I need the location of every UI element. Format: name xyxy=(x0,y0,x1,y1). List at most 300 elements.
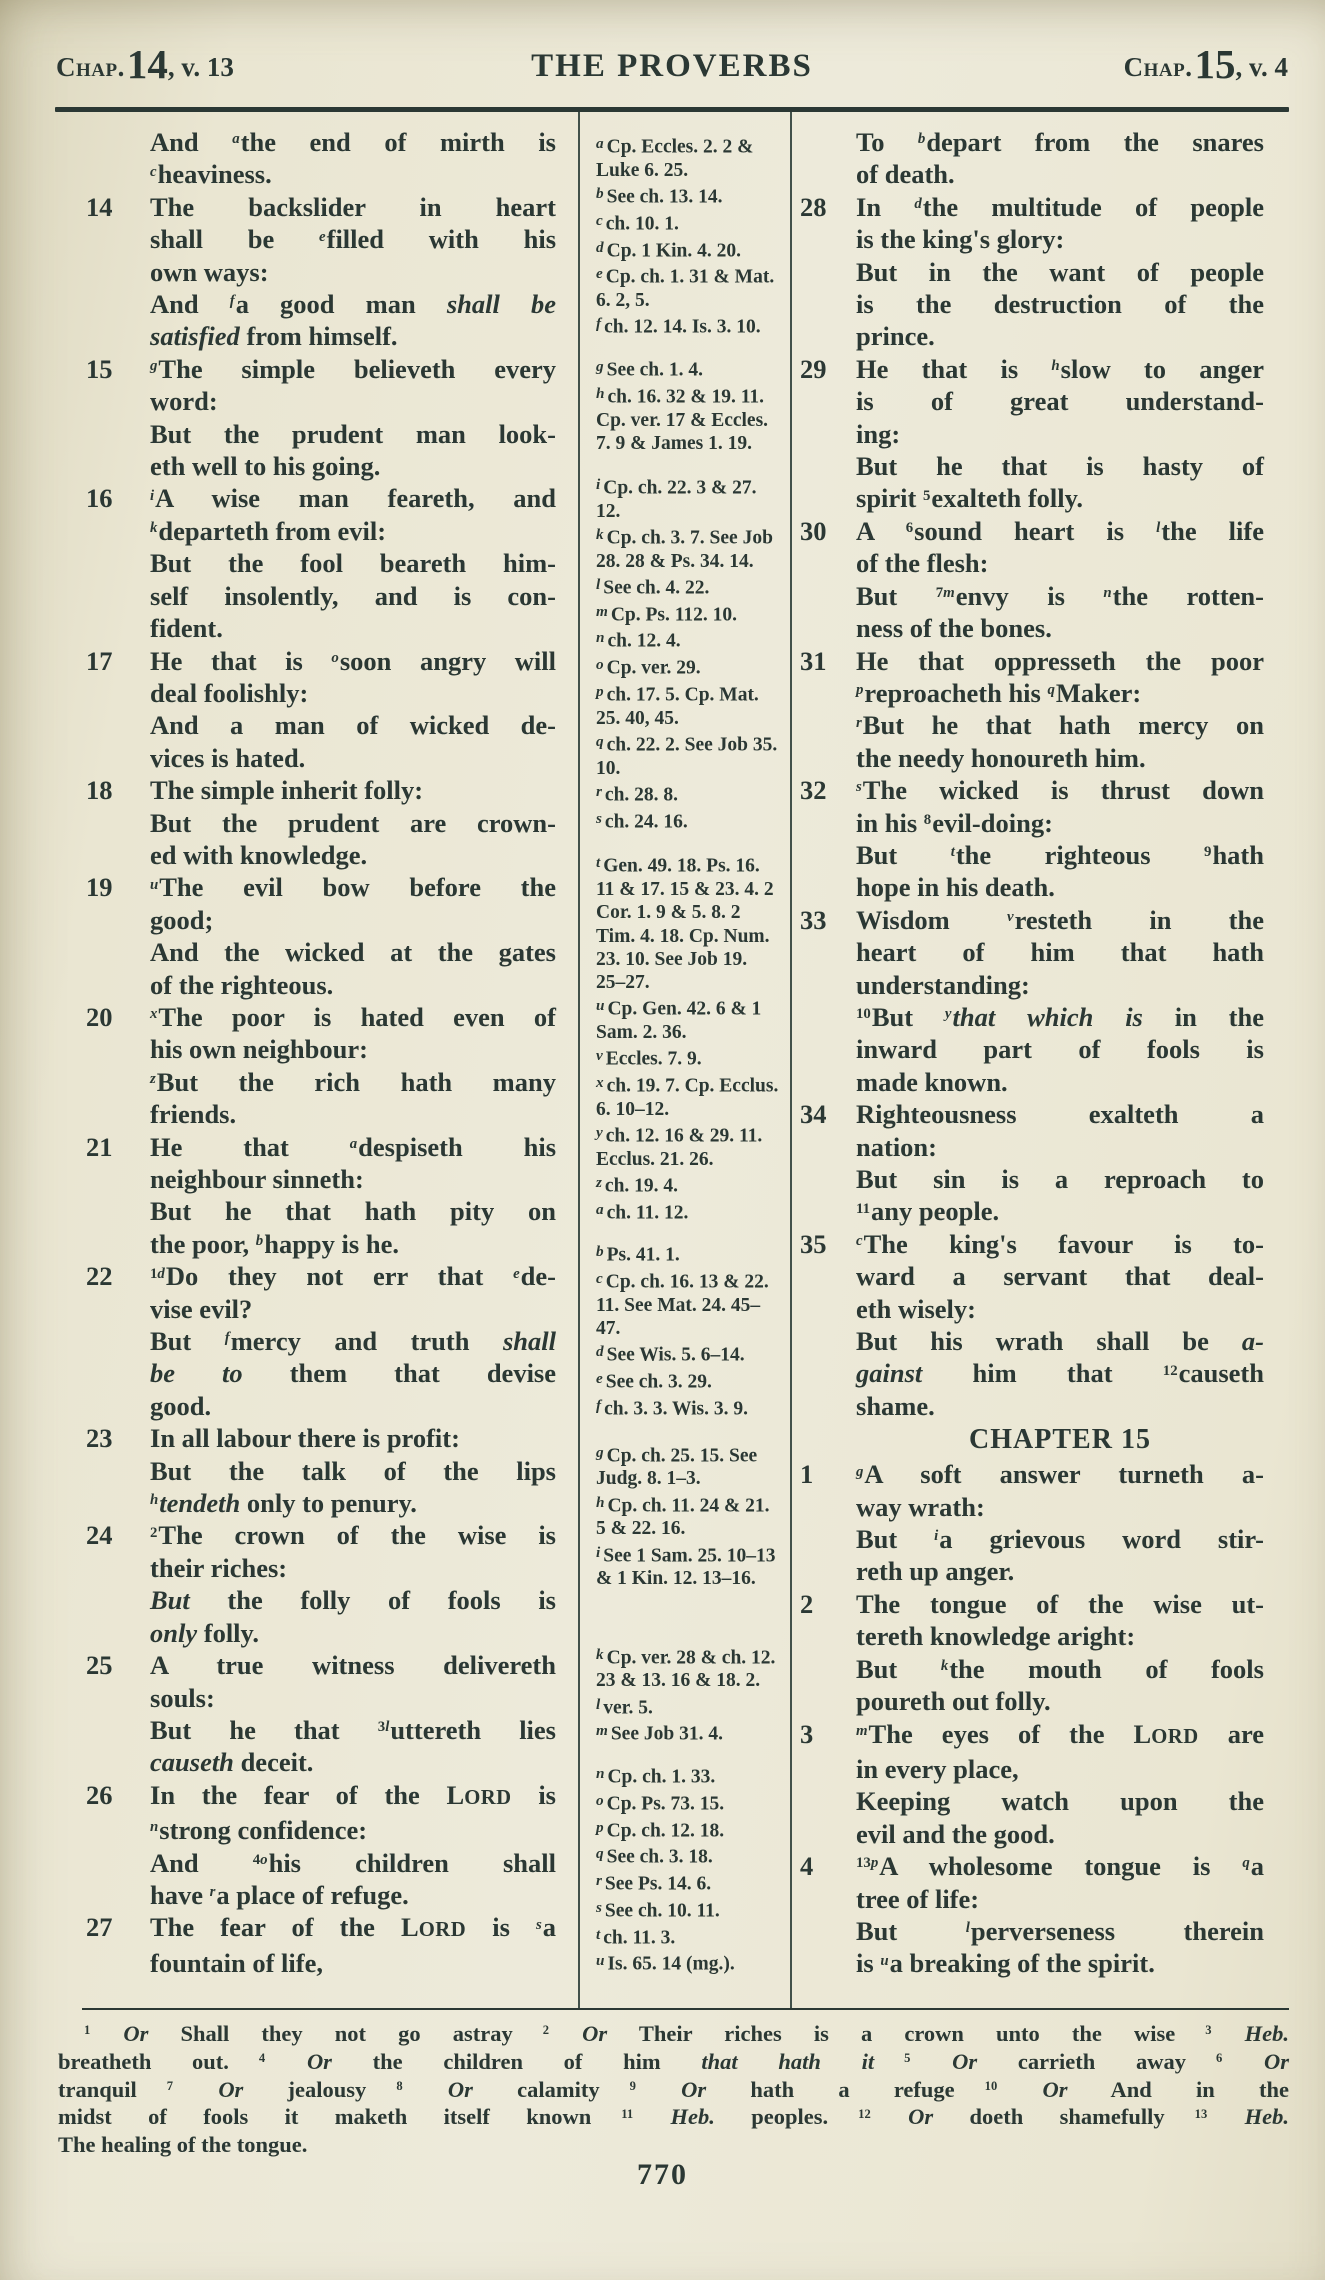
reference-mark: g xyxy=(150,358,158,375)
verse xyxy=(800,515,1264,645)
reference-letter: m xyxy=(596,1722,608,1740)
column-divider-left xyxy=(578,112,580,2008)
verse-line: $^k$departeth from evil: xyxy=(150,515,387,546)
cross-reference: $^o$ Cp. ver. 29. xyxy=(596,656,701,679)
verse xyxy=(150,126,556,191)
cross-reference: $^q$ ch. 22. 2. See Job 35. 10. xyxy=(596,732,778,779)
verse-line: Keeping watch upon the xyxy=(856,1786,1264,1817)
reference-mark: b xyxy=(255,1233,264,1250)
reference-letter: t xyxy=(596,1925,601,1943)
verse xyxy=(86,1001,556,1131)
verse xyxy=(86,1131,557,1261)
column-divider-right xyxy=(790,112,792,2008)
reference-mark: 10 xyxy=(984,2079,998,2094)
verse-number: 33 xyxy=(800,904,827,935)
cross-reference: $^h$ ch. 16. 32 & 19. 11. Cp. ver. 17 & Eccles. 7. 9 & James 1. 19. xyxy=(596,384,769,454)
reference-mark: m xyxy=(856,1722,868,1739)
cross-reference: $^a$ ch. 11. 12. xyxy=(596,1200,689,1224)
verse-line: $^r$But he that hath mercy on xyxy=(856,710,1264,741)
reference-letter: h xyxy=(596,1493,605,1511)
reference-letter: m xyxy=(596,602,608,620)
verse-number: 19 xyxy=(86,872,113,903)
reference-mark: p xyxy=(856,682,864,699)
cross-reference: $^h$ Cp. ch. 11. 24 & 21. 5 & 22. 16. xyxy=(596,1493,770,1540)
verse-line: tereth knowledge aright: xyxy=(856,1621,1136,1652)
verse-line: of the righteous. xyxy=(150,969,334,1000)
reference-group xyxy=(596,1441,780,1591)
verse-line: prince. xyxy=(856,321,935,352)
verse-line: souls: xyxy=(150,1682,215,1713)
footnote-line: midst of fools it maketh itself known $^{11}$ Heb. peoples. $^{12}$ Or doeth shamefully $^{13}$ Heb. xyxy=(58,2104,1290,2130)
reference-group xyxy=(596,132,780,339)
verse-line: 17 He that is $^o$soon angry will xyxy=(86,645,556,676)
cross-reference: $^m$ See Job 31. 4. xyxy=(596,1722,723,1745)
reference-mark: y xyxy=(944,1006,952,1023)
verse-line: But he that hath pity on xyxy=(150,1196,556,1227)
reference-letter: u xyxy=(596,997,605,1015)
reference-mark: f xyxy=(224,1330,230,1347)
reference-letter: b xyxy=(596,184,604,202)
verse-line: But he that $^{3l}$uttereth lies xyxy=(150,1714,556,1745)
verse xyxy=(86,1519,556,1649)
verse-number: 23 xyxy=(86,1423,113,1454)
verse-line: 20 $^x$The poor is hated even of xyxy=(86,1001,556,1032)
verse-line: But $^l$perverseness therein xyxy=(856,1915,1264,1946)
cross-reference: $^q$ See ch. 3. 18. xyxy=(596,1845,713,1868)
reference-mark: 13p xyxy=(856,1855,879,1872)
cross-reference: $^e$ See ch. 3. 29. xyxy=(596,1370,712,1393)
verse-line: 26 In the fear of the LORD is xyxy=(86,1779,556,1810)
verse-line: is $^u$a breaking of the spirit. xyxy=(856,1948,1155,1979)
verse xyxy=(86,645,556,775)
verse-line: deal foolishly: xyxy=(150,677,309,708)
reference-mark: 5 xyxy=(904,2051,911,2066)
verse xyxy=(800,1850,1264,1980)
verse-line: way wrath: xyxy=(856,1491,985,1522)
verse-line: is the destruction of the xyxy=(856,289,1264,320)
verse-line: ed with knowledge. xyxy=(150,839,368,870)
reference-mark: u xyxy=(880,1952,889,1969)
verse-line: the needy honoureth him. xyxy=(856,742,1146,773)
verse-line: fident. xyxy=(150,613,223,644)
cross-reference: $^o$ Cp. Ps. 73. 15. xyxy=(596,1791,725,1815)
reference-letter: r xyxy=(596,1872,602,1890)
cross-reference: $^f$ ch. 12. 14. Is. 3. 10. xyxy=(596,315,761,338)
reference-letter: p xyxy=(596,1818,604,1836)
verse-number: 31 xyxy=(800,645,827,676)
verse-line: 21 He that $^a$despiseth his xyxy=(86,1131,557,1162)
chap-number: 14 xyxy=(126,41,168,87)
cross-reference: $^c$ ch. 10. 1. xyxy=(596,211,679,235)
verse xyxy=(86,1260,557,1422)
header-rule xyxy=(55,107,1289,112)
verse-line: good. xyxy=(150,1390,212,1421)
verse-line: self insolently, and is con- xyxy=(150,580,556,611)
reference-letter: k xyxy=(596,525,604,543)
verse-line: $^c$heaviness. xyxy=(150,159,272,190)
reference-letter: q xyxy=(596,1845,604,1863)
verse-line: shame. xyxy=(856,1390,935,1421)
verse xyxy=(86,774,556,871)
verse-line: And the wicked at the gates xyxy=(150,937,556,968)
verse-line: 18 The simple inherit folly: xyxy=(86,775,424,806)
reference-letter: h xyxy=(596,384,605,402)
verse xyxy=(86,1911,556,1979)
verse-number: 20 xyxy=(86,1001,113,1032)
reference-letter: n xyxy=(596,1765,605,1783)
reference-letter: f xyxy=(596,1396,602,1414)
verse-line: But sin is a reproach to xyxy=(856,1164,1264,1194)
cross-reference: $^r$ ch. 28. 8. xyxy=(596,782,679,806)
reference-letter: l xyxy=(596,1695,601,1713)
reference-letter: x xyxy=(596,1073,604,1091)
reference-letter: u xyxy=(596,1952,605,1970)
reference-mark: r xyxy=(856,714,862,731)
reference-mark: 8 xyxy=(923,811,932,828)
verse-line: fountain of life, xyxy=(150,1947,323,1978)
verse-line: in every place, xyxy=(856,1753,1019,1784)
reference-letter: t xyxy=(596,854,601,872)
cross-reference-column xyxy=(596,132,780,1976)
verse-line: inward part of fools is xyxy=(856,1034,1264,1065)
reference-mark: q xyxy=(1242,1855,1250,1872)
verse xyxy=(800,774,1264,904)
cross-reference: $^m$ Cp. Ps. 112. 10. xyxy=(596,602,738,626)
reference-mark: 1d xyxy=(150,1265,165,1282)
verse-line: poureth out folly. xyxy=(856,1686,1051,1717)
verse-line: the poor, $^b$happy is he. xyxy=(150,1228,399,1259)
reference-mark: 6 xyxy=(1216,2051,1223,2066)
verse-line: 3 $^m$The eyes of the LORD are xyxy=(800,1718,1265,1749)
reference-mark: l xyxy=(965,1920,970,1937)
footnote-rule xyxy=(82,2008,1289,2010)
reference-mark: 11 xyxy=(621,2106,634,2121)
reference-mark: 12 xyxy=(858,2106,871,2121)
verse-line: made known. xyxy=(856,1066,1008,1097)
reference-mark: u xyxy=(150,876,159,893)
verse-line: 2 The tongue of the wise ut- xyxy=(800,1588,1264,1619)
cross-reference: $^s$ See ch. 10. 11. xyxy=(596,1898,720,1922)
verse-line: eth well to his going. xyxy=(150,451,381,482)
reference-letter: i xyxy=(596,475,601,493)
reference-letter: a xyxy=(596,135,604,152)
verse-number: 22 xyxy=(86,1261,113,1292)
verse-line: But the prudent man look- xyxy=(150,418,556,449)
cross-reference: $^f$ ch. 3. 3. Wis. 3. 9. xyxy=(596,1396,749,1420)
verse-number: 35 xyxy=(800,1228,827,1259)
verse-line: 14 The backslider in heart xyxy=(86,191,556,222)
verse-line: 19 $^u$The evil bow before the xyxy=(86,872,556,903)
verse-number: 29 xyxy=(800,353,827,384)
verse-number: 1 xyxy=(800,1459,814,1490)
cross-reference: $^k$ Cp. ver. 28 & ch. 12. 23 & 13. 16 & 18. 2. xyxy=(596,1645,776,1692)
reference-mark: 9 xyxy=(629,2079,636,2094)
verse xyxy=(856,126,1264,191)
verse-line: 34 Righteousness exalteth a xyxy=(800,1099,1264,1130)
reference-mark: 3l xyxy=(377,1719,390,1736)
verse xyxy=(86,191,557,353)
cross-reference: $^p$ ch. 17. 5. Cp. Mat. 25. 40, 45. xyxy=(596,682,759,729)
cross-reference: $^l$ ver. 5. xyxy=(596,1695,653,1719)
verse-line: But the talk of the lips xyxy=(150,1455,556,1486)
reference-mark: 7 xyxy=(166,2079,174,2094)
cross-reference: $^l$ See ch. 4. 22. xyxy=(596,575,710,599)
verse-line: causeth deceit. xyxy=(150,1747,314,1778)
cross-reference: $^d$ Cp. 1 Kin. 4. 20. xyxy=(596,238,741,262)
reference-letter: s xyxy=(596,1898,602,1916)
footnote-line: breatheth out. $^4$ Or the children of him that hath it $^5$ Or carrieth away $^6$ Or xyxy=(58,2048,1290,2074)
reference-mark: 2 xyxy=(542,2023,550,2038)
verse-line: his own neighbour: xyxy=(150,1034,368,1065)
cross-reference: $^d$ See Wis. 5. 6–14. xyxy=(596,1343,745,1366)
reference-mark: z xyxy=(150,1071,156,1088)
page-title: THE PROVERBS xyxy=(531,48,813,84)
verse-line: their riches: xyxy=(150,1552,288,1583)
verse-line: evil and the good. xyxy=(856,1818,1055,1849)
verse-number: 26 xyxy=(86,1779,113,1810)
reference-letter: b xyxy=(596,1243,604,1261)
reference-letter: y xyxy=(596,1123,603,1141)
verse-line: heart of him that hath xyxy=(856,937,1264,968)
cross-reference: $^k$ Cp. ch. 3. 7. See Job 28. 28 & Ps. 34. 14. xyxy=(596,525,773,572)
reference-letter: k xyxy=(596,1645,604,1663)
verse xyxy=(800,1718,1265,1851)
cross-reference: $^x$ ch. 19. 7. Cp. Ecclus. 6. 10–12. xyxy=(596,1073,779,1120)
reference-mark: c xyxy=(856,1233,863,1250)
verse-line: But $^t$the righteous $^9$hath xyxy=(856,839,1264,870)
reference-mark: s xyxy=(856,779,862,796)
verse-line: But $^k$the mouth of fools xyxy=(856,1653,1264,1684)
verse-line: But the fool beareth him- xyxy=(150,548,556,579)
verse xyxy=(800,1098,1264,1228)
verse-line: But $^{7m}$envy is $^n$the rotten- xyxy=(856,580,1264,611)
reference-mark: 4 xyxy=(258,2051,266,2066)
verse-line: ness of the bones. xyxy=(856,613,1052,644)
verse xyxy=(800,904,1264,1098)
left-text-column xyxy=(86,126,557,1979)
verse-line: 23 In all labour there is profit: xyxy=(86,1423,460,1454)
cross-reference: $^t$ Gen. 49. 18. Ps. 16. 11 & 17. 15 & 23. 4. 2 Cor. 1. 9 & 5. 8. 2 Tim. 4. 18. Cp. Num. 23. 10. See Job 19. 25–27. xyxy=(596,854,774,993)
verse-number: 18 xyxy=(86,775,113,806)
cross-reference: $^b$ Ps. 41. 1. xyxy=(596,1243,680,1266)
verse-line: And $^f$a good man shall be xyxy=(150,289,556,320)
reference-letter: f xyxy=(596,315,602,333)
reference-mark: d xyxy=(914,196,922,213)
reference-mark: o xyxy=(331,649,339,666)
reference-mark: 1 xyxy=(84,2023,91,2038)
cross-reference: $^n$ Cp. ch. 1. 33. xyxy=(596,1765,716,1788)
verse xyxy=(86,1422,556,1519)
verse-number: 32 xyxy=(800,775,827,806)
reference-mark: 6 xyxy=(905,520,914,537)
verse-line: 25 A true witness delivereth xyxy=(86,1650,556,1681)
cross-reference: $^r$ See Ps. 14. 6. xyxy=(596,1872,712,1895)
reference-letter: e xyxy=(596,265,603,283)
verse-line: And $^{4o}$his children shall xyxy=(150,1847,556,1878)
verse-number: 15 xyxy=(86,353,113,384)
reference-mark: a xyxy=(232,131,240,148)
verse-number: 30 xyxy=(800,515,827,546)
verse xyxy=(86,1649,556,1779)
reference-letter: d xyxy=(596,1343,604,1361)
reference-letter: g xyxy=(596,1443,604,1461)
reference-letter: e xyxy=(596,1370,603,1388)
chap-number: 15 xyxy=(1194,41,1236,87)
verse-line: $^{11}$any people. xyxy=(856,1196,1000,1227)
reference-mark: h xyxy=(150,1492,159,1509)
verse-line: own ways: xyxy=(150,256,269,287)
right-text-column xyxy=(800,126,1265,1980)
verse-line: vices is hated. xyxy=(150,742,306,773)
verse-line: But his wrath shall be a- xyxy=(856,1326,1264,1357)
cross-reference: $^a$ Cp. Eccles. 2. 2 & Luke 6. 25. xyxy=(596,135,754,181)
reference-mark: 13 xyxy=(1194,2106,1208,2121)
reference-letter: i xyxy=(596,1543,601,1561)
verse-ref: , v. 4 xyxy=(1235,52,1288,82)
cross-reference: $^u$ Is. 65. 14 (mg.). xyxy=(596,1952,735,1975)
verse xyxy=(86,1779,556,1912)
verse-line: shall be $^e$filled with his xyxy=(150,224,557,255)
reference-letter: z xyxy=(596,1173,602,1191)
verse-number: 14 xyxy=(86,191,113,222)
verse-line: eth wisely: xyxy=(856,1293,976,1324)
reference-group xyxy=(596,851,780,1224)
verse-line: of the flesh: xyxy=(856,548,989,579)
verse-number: 25 xyxy=(86,1650,113,1681)
reference-mark: c xyxy=(150,163,157,180)
reference-mark: 4o xyxy=(252,1851,268,1868)
footnotes-block xyxy=(58,2020,1289,2159)
verse-line: 28 In $^d$the multitude of people xyxy=(800,191,1264,222)
verse-line: 4 $^{13p}$A wholesome tongue is $^q$a xyxy=(800,1851,1264,1882)
verse-line: have $^r$a place of refuge. xyxy=(150,1879,409,1910)
chap-label: Chap. xyxy=(1123,52,1193,82)
cross-reference: $^y$ ch. 12. 16 & 29. 11. Ecclus. 21. 26. xyxy=(596,1123,763,1170)
verse-line: $^p$reproacheth his $^q$Maker: xyxy=(856,677,1142,708)
reference-mark: x xyxy=(150,1006,158,1023)
reference-group xyxy=(596,473,780,833)
reference-mark: e xyxy=(319,228,326,245)
reference-letter: q xyxy=(596,732,604,750)
reference-letter: g xyxy=(596,358,604,375)
reference-mark: v xyxy=(1007,909,1014,926)
reference-mark: e xyxy=(513,1265,520,1282)
reference-mark: k xyxy=(150,520,158,537)
verse-number: 21 xyxy=(86,1131,113,1162)
verse-number: 17 xyxy=(86,645,113,676)
reference-mark: i xyxy=(934,1528,939,1545)
verse-ref: , v. 13 xyxy=(167,52,234,82)
verse-number: 24 xyxy=(86,1520,113,1551)
chapter-heading: CHAPTER 15 xyxy=(969,1424,1151,1456)
verse-line: But the folly of fools is xyxy=(150,1585,556,1616)
cross-reference: $^n$ ch. 12. 4. xyxy=(596,629,681,652)
verse-line: ing: xyxy=(856,418,901,449)
cross-reference: $^s$ ch. 24. 16. xyxy=(596,809,688,833)
verse-line: $^{10}$But $^y$that which is in the xyxy=(856,1001,1264,1032)
verse-line: friends. xyxy=(150,1099,237,1130)
reference-mark: 12 xyxy=(1162,1362,1178,1379)
reference-group xyxy=(596,1240,780,1420)
reference-mark: t xyxy=(950,844,955,861)
verse-line: 22 $^{1d}$Do they not err that $^e$de- xyxy=(86,1261,556,1292)
chap-label: Chap. xyxy=(56,52,125,82)
verse-line: word: xyxy=(150,386,218,417)
verse-line: 29 He that is $^h$slow to anger xyxy=(800,353,1265,384)
verse-line: But in the want of people xyxy=(856,256,1264,287)
verse-number: 3 xyxy=(800,1718,814,1749)
cross-reference: $^u$ Cp. Gen. 42. 6 & 1 Sam. 2. 36. xyxy=(596,997,762,1043)
cross-reference: $^g$ Cp. ch. 25. 15. See Judg. 8. 1–3. xyxy=(596,1443,758,1490)
verse-line: 15 $^g$The simple believeth every xyxy=(86,353,556,384)
reference-letter: l xyxy=(596,575,601,593)
reference-letter: r xyxy=(596,782,602,800)
reference-letter: v xyxy=(596,1047,603,1065)
verse-line: satisfied from himself. xyxy=(150,321,398,352)
reference-mark: s xyxy=(535,1916,542,1933)
verse-line: 30 A $^6$sound heart is $^l$the life xyxy=(800,515,1264,546)
verse-line: $^z$But the rich hath many xyxy=(150,1066,556,1097)
reference-mark: k xyxy=(940,1657,949,1674)
verse-line: But he that is hasty of xyxy=(856,451,1264,482)
verse-line: 35 $^c$The king's favour is to- xyxy=(800,1228,1264,1259)
reference-mark: 5 xyxy=(923,487,931,504)
verse-line: only folly. xyxy=(150,1617,259,1648)
verse-line: hope in his death. xyxy=(856,872,1055,903)
reference-group xyxy=(596,1762,780,1976)
cross-reference: $^i$ See 1 Sam. 25. 10–13 & 1 Kin. 12. 13–16. xyxy=(596,1543,776,1590)
cross-reference: $^g$ See ch. 1. 4. xyxy=(596,358,704,381)
verse-line: $^n$strong confidence: xyxy=(150,1815,368,1846)
verse-number: 27 xyxy=(86,1912,113,1943)
verse xyxy=(86,871,556,1001)
reference-mark: 3 xyxy=(1205,2023,1212,2038)
cross-reference: $^t$ ch. 11. 3. xyxy=(596,1925,676,1949)
header-chapter-ref-left xyxy=(56,41,531,87)
reference-mark: 10 xyxy=(856,1006,871,1023)
verse-line: good; xyxy=(150,904,214,935)
verse-line: 27 The fear of the LORD is $^s$a xyxy=(86,1912,556,1943)
verse-line: vise evil? xyxy=(150,1293,253,1324)
verse-line: 31 He that oppresseth the poor xyxy=(800,645,1264,676)
reference-mark: a xyxy=(349,1135,358,1152)
reference-letter: a xyxy=(596,1200,604,1218)
reference-mark: n xyxy=(1103,584,1112,601)
reference-mark: g xyxy=(856,1463,864,1480)
cross-reference: $^i$ Cp. ch. 22. 3 & 27. 12. xyxy=(596,475,757,522)
reference-mark: 2 xyxy=(150,1524,158,1541)
verse-line: spirit $^5$exalteth folly. xyxy=(856,483,1084,514)
footnote-line: $^1$ Or Shall they not go astray $^2$ Or Their riches is a crown unto the wise $^3$ Heb. xyxy=(84,2021,1290,2046)
verse-line: 33 Wisdom $^v$resteth in the xyxy=(800,904,1264,935)
verse-line: be to them that devise xyxy=(150,1358,557,1389)
page-number: 770 xyxy=(637,2158,688,2191)
reference-letter: o xyxy=(596,656,604,674)
verse-line: in his $^8$evil-doing: xyxy=(856,807,1053,838)
cross-reference: $^e$ Cp. ch. 1. 31 & Mat. 6. 2, 5. xyxy=(596,265,775,312)
verse-line: But $^f$mercy and truth shall xyxy=(150,1326,556,1357)
verse xyxy=(800,645,1264,775)
verse-number: 4 xyxy=(800,1851,814,1882)
reference-mark: i xyxy=(150,487,155,504)
reference-letter: c xyxy=(596,1270,603,1288)
verse-line: nation: xyxy=(856,1131,937,1162)
verse-line: reth up anger. xyxy=(856,1556,1015,1587)
reference-letter: d xyxy=(596,238,604,256)
reference-mark: h xyxy=(1051,358,1060,375)
verse xyxy=(86,482,556,644)
verse xyxy=(800,1228,1264,1422)
